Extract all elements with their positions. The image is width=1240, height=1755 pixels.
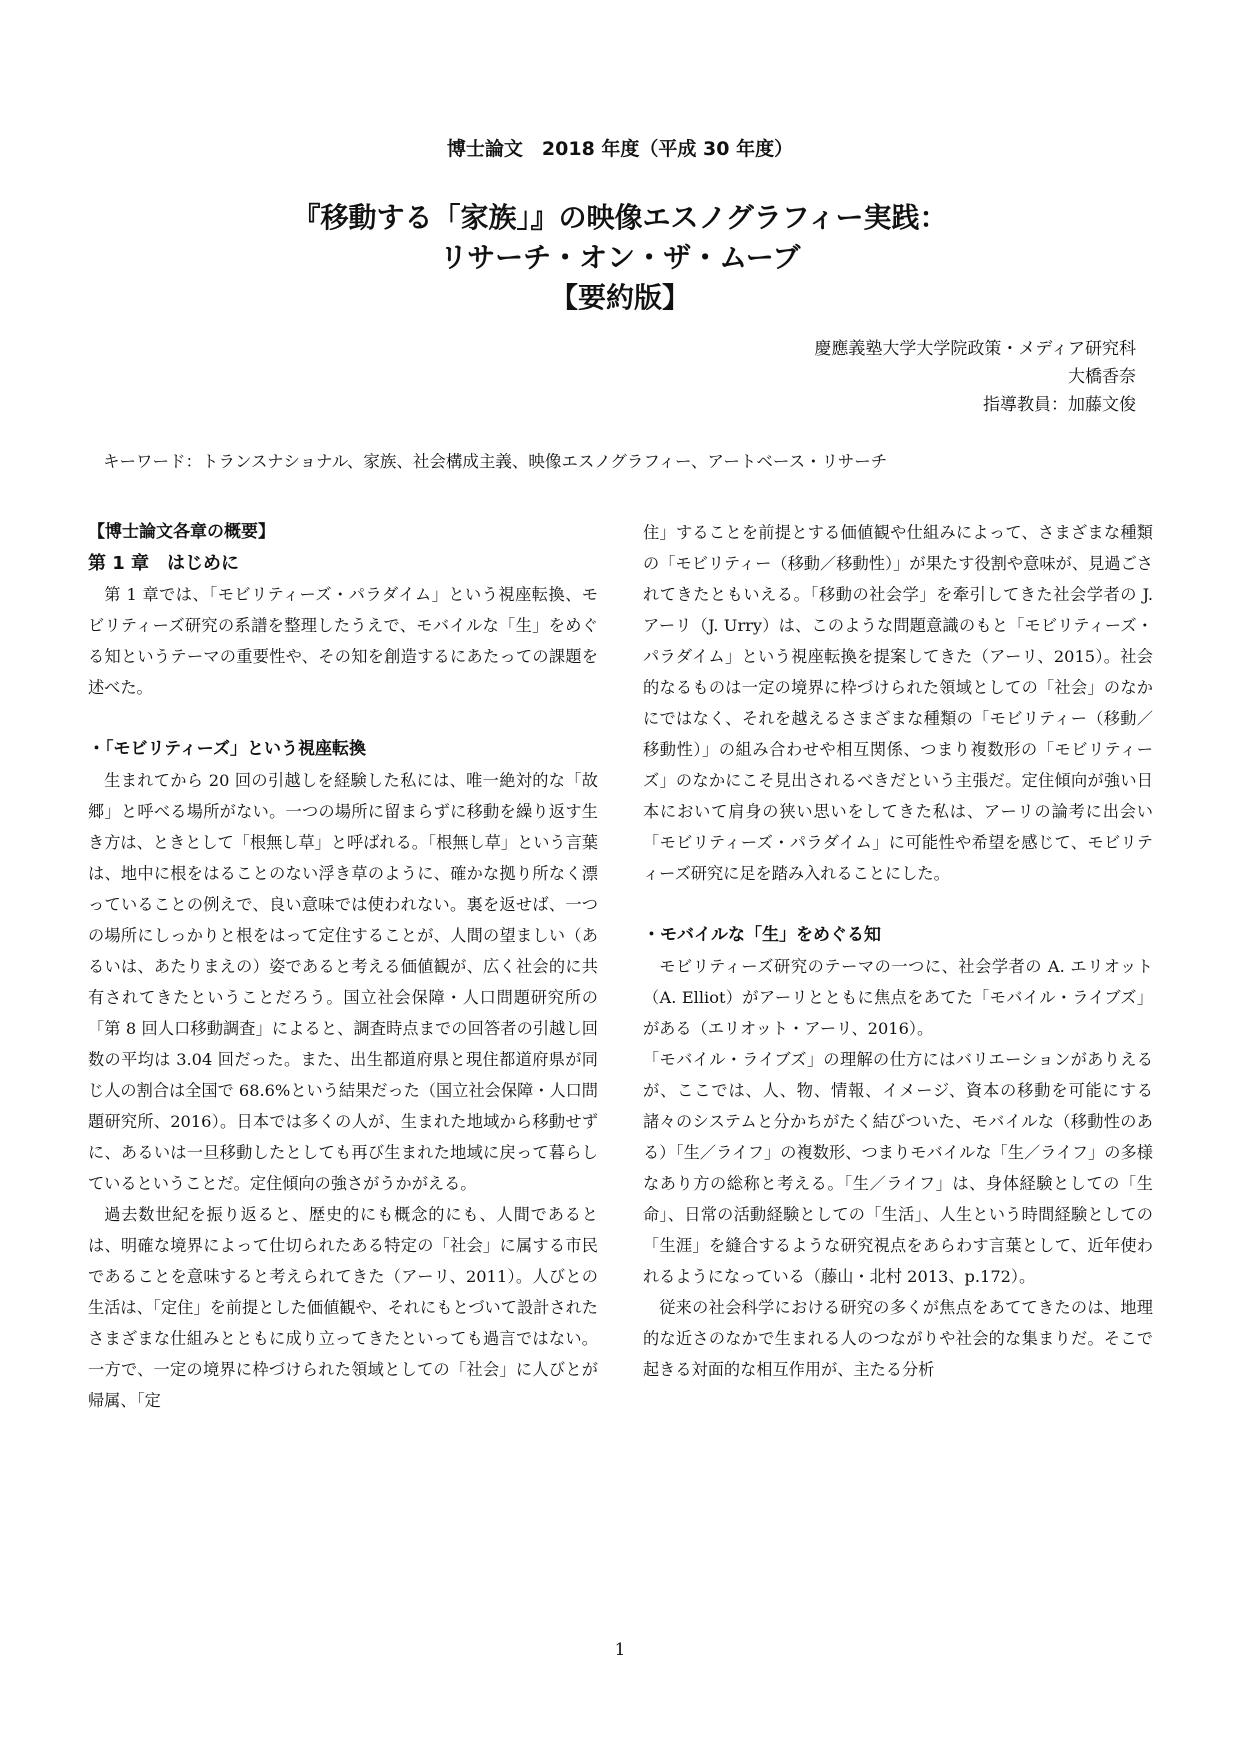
thesis-title-line-2: リサーチ・オン・ザ・ムーブ bbox=[439, 241, 801, 274]
section-heading-mobilities: ・「モビリティーズ」という視座転換 bbox=[88, 739, 366, 759]
body-paragraph: 従来の社会科学における研究の多くが焦点をあててきたのは、地理的な近さのなかで生まれる人のつながりや社会的な集まりだ。そこで起きる対面的な相互作用が、主たる分析 bbox=[643, 1298, 1153, 1379]
body-paragraph: 「モバイル・ライブズ」の理解の仕方にはバリエーションがありえるが、ここでは、人、物、情報、イメージ、資本の移動を可能にする諸々のシステムと分かちがたく結びついた、モバイルな（移動性のある）「生／ライフ」の複数形、つまりモバイルな「生／ライフ」の多様なあり方の総称と考える。「生／ライフ」は、身体経験としての「生命」、日常の活動経験としての「生活」、人生という時間経験としての「生涯」を縫合するような研究視点をあらわす言葉として、近年使われるようになっている（藤山・北村 2013、p.172）。 bbox=[643, 1050, 1153, 1286]
body-paragraph: モビリティーズ研究のテーマの一つに、社会学者の A. エリオット（A. Elliot）がアーリとともに焦点をあてた「モバイル・ライブズ」がある（エリオット・アーリ、2016）。 bbox=[643, 957, 1153, 1038]
body-paragraph-continued: 住」することを前提とする価値観や仕組みによって、さまざまな種類の「モビリティー（移動／移動性）」が果たす役割や意味が、見過ごされてきたともいえる。「移動の社会学」を牽引してきた社会学者の J. アーリ（J. Urry）は、このような問題意識のもと「モビリティーズ・パラダイム」という視座転換を提案してきた（アーリ、2015）。社会的なるものは一定の境界に枠づけられた領域としての「社会」のなかにではなく、それを越えるさまざまな種類の「モビリティー（移動／移動性）」の組み合わせや相互関係、つまり複数形の「モビリティーズ」のなかにこそ見出されるべきだという主張だ。定住傾向が強い日本において肩身の狭い思いをしてきた私は、アーリの論考に出会い「モビリティーズ・パラダイム」に可能性や希望を感じて、モビリティーズ研究に足を踏み入れることにした。 bbox=[643, 523, 1153, 883]
section-heading-mobile-lives: ・モバイルな「生」をめぐる知 bbox=[643, 925, 881, 945]
author-affiliation: 慶應義塾大学大学院政策・メディア研究科 bbox=[814, 339, 1136, 359]
thesis-title-line-1: 『移動する「家族」』の映像エスノグラフィー実践： bbox=[292, 201, 948, 234]
body-paragraph: 過去数世紀を振り返ると、歴史的にも概念的にも、人間であるとは、明確な境界によって仕切られたある特定の「社会」に属する市民であることを意味すると考えられてきた（アーリ、2011）。人びとの生活は、「定住」を前提とした価値観や、それにもとづいて設計されたさまざまな仕組みとともに成り立ってきたといっても過言ではない。一方で、一定の境界に枠づけられた領域としての「社会」に人びとが帰属、「定 bbox=[88, 1205, 598, 1410]
degree-line: 博士論文 2018 年度（平成 30 年度） bbox=[446, 138, 794, 160]
page-number: 1 bbox=[614, 1640, 626, 1660]
chapter-1-title: 第 1 章 はじめに bbox=[88, 553, 240, 574]
right-column bbox=[643, 517, 1153, 1385]
body-paragraph: 生まれてから 20 回の引越しを経験した私には、唯一絶対的な「故郷」と呼べる場所がない。一つの場所に留まらずに移動を繰り返す生き方は、ときとして「根無し草」と呼ばれる。「根無し草」という言葉は、地中に根をはることのない浮き草のように、確かな拠り所なく漂っていることの例えで、良い意味では使われない。裏を返せば、一つの場所にしっかりと根をはって定住することが、人間の望ましい（あるいは、あたりまえの）姿であると考える価値観が、広く社会的に共有されてきたということだろう。国立社会保障・人口問題研究所の「第 8 回人口移動調査」によると、調査時点までの回答者の引越し回数の平均は 3.04 回だった。また、出生都道府県と現住都道府県が同じ人の割合は全国で 68.6%という結果だった（国立社会保障・人口問題研究所、2016）。日本では多くの人が、生まれた地域から移動せずに、あるいは一旦移動したとしても再び生まれた地域に戻って暮らしているということだ。定住傾向の強さがうかがえる。 bbox=[88, 771, 598, 1193]
left-column bbox=[88, 517, 598, 1416]
thesis-title-line-3: 【要約版】 bbox=[549, 281, 690, 314]
author-name: 大橋香奈 bbox=[1068, 367, 1136, 387]
chapter-1-summary: 第 1 章では、「モビリティーズ・パラダイム」という視座転換、モビリティーズ研究の系譜を整理したうえで、モバイルな「生」をめぐる知というテーマの重要性や、その知を創造するにあたっての課題を述べた。 bbox=[88, 585, 598, 697]
advisor-line: 指導教員：加藤文俊 bbox=[983, 395, 1136, 415]
author-block bbox=[814, 335, 1136, 419]
keywords-line: キーワード：トランスナショナル、家族、社会構成主義、映像エスノグラフィー、アートベース・リサーチ bbox=[103, 452, 888, 471]
overview-label: 【博士論文各章の概要】 bbox=[88, 522, 275, 542]
